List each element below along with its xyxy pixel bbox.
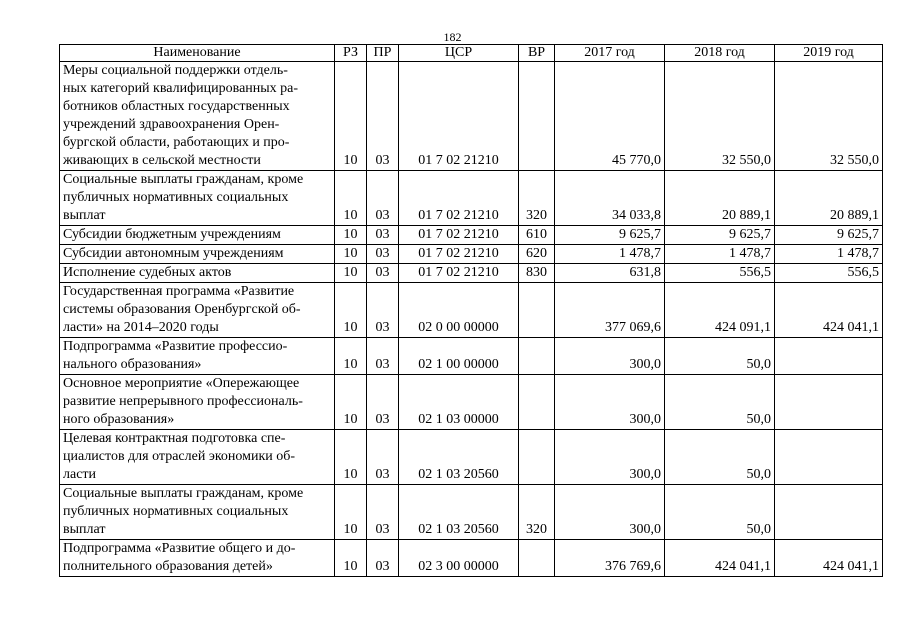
cell-pr: 03: [367, 375, 399, 430]
cell-name: [60, 540, 335, 577]
cell-2017: 300,0: [555, 485, 665, 540]
column-header-pr: ПР: [367, 45, 399, 62]
cell-pr: 03: [367, 171, 399, 226]
name-line: Меры социальной поддержки отдель-: [63, 63, 288, 78]
cell-csr: 02 0 00 00000: [399, 283, 519, 338]
cell-2019: 1 478,7: [775, 245, 883, 264]
column-header-rz: РЗ: [335, 45, 367, 62]
cell-2018: 1 478,7: [665, 245, 775, 264]
column-header-csr: ЦСР: [399, 45, 519, 62]
cell-name: [60, 245, 335, 264]
cell-2019: [775, 338, 883, 375]
name-line: ных категорий квалифицированных ра-: [63, 81, 299, 96]
cell-vr: 830: [519, 264, 555, 283]
cell-vr: 320: [519, 171, 555, 226]
cell-name: [60, 62, 335, 171]
name-line: нального образования»: [63, 357, 202, 372]
name-line: бургской области, работающих и про-: [63, 135, 290, 150]
column-header-2017: 2017 год: [555, 45, 665, 62]
cell-rz: 10: [335, 485, 367, 540]
cell-2017: 45 770,0: [555, 62, 665, 171]
cell-2018: 556,5: [665, 264, 775, 283]
column-header-vr: ВР: [519, 45, 555, 62]
cell-vr: [519, 283, 555, 338]
budget-table: [59, 44, 883, 577]
name-line: ласти» на 2014–2020 годы: [63, 320, 219, 335]
cell-pr: 03: [367, 283, 399, 338]
cell-vr: [519, 338, 555, 375]
cell-csr: 01 7 02 21210: [399, 245, 519, 264]
cell-pr: 03: [367, 338, 399, 375]
table-row: [60, 226, 883, 245]
column-header-2018: 2018 год: [665, 45, 775, 62]
name-line: публичных нормативных социальных: [63, 190, 289, 205]
cell-2019: 9 625,7: [775, 226, 883, 245]
name-line: Государственная программа «Развитие: [63, 284, 295, 299]
cell-name: [60, 283, 335, 338]
name-line: Основное мероприятие «Опережающее: [63, 376, 300, 391]
cell-rz: 10: [335, 283, 367, 338]
cell-2017: 300,0: [555, 375, 665, 430]
cell-2018: 50,0: [665, 485, 775, 540]
cell-2017: 300,0: [555, 430, 665, 485]
cell-vr: 610: [519, 226, 555, 245]
cell-csr: 02 3 00 00000: [399, 540, 519, 577]
cell-pr: 03: [367, 245, 399, 264]
cell-2019: 424 041,1: [775, 540, 883, 577]
name-line: Целевая контрактная подготовка спе-: [63, 431, 286, 446]
cell-vr: 620: [519, 245, 555, 264]
cell-name: [60, 171, 335, 226]
table-row: [60, 264, 883, 283]
page-number: 182: [443, 30, 462, 44]
table-row: [60, 283, 883, 338]
name-line: полнительного образования детей»: [63, 559, 273, 574]
cell-2018: 424 041,1: [665, 540, 775, 577]
name-line: выплат: [63, 522, 106, 537]
cell-pr: 03: [367, 540, 399, 577]
cell-2017: 376 769,6: [555, 540, 665, 577]
header-row: [60, 45, 883, 62]
name-line: ботников областных государственных: [63, 99, 290, 114]
cell-2018: 50,0: [665, 375, 775, 430]
name-line: Исполнение судебных актов: [63, 265, 232, 280]
name-line: ласти: [63, 467, 97, 482]
cell-vr: [519, 375, 555, 430]
cell-rz: 10: [335, 338, 367, 375]
cell-pr: 03: [367, 485, 399, 540]
name-line: Субсидии бюджетным учреждениям: [63, 227, 281, 242]
cell-rz: 10: [335, 245, 367, 264]
table-row: [60, 338, 883, 375]
cell-2017: 631,8: [555, 264, 665, 283]
cell-pr: 03: [367, 62, 399, 171]
name-line: системы образования Оренбургской об-: [63, 302, 301, 317]
cell-vr: [519, 62, 555, 171]
name-line: развитие непрерывного профессиональ-: [63, 394, 303, 409]
cell-rz: 10: [335, 264, 367, 283]
cell-pr: 03: [367, 264, 399, 283]
cell-rz: 10: [335, 171, 367, 226]
table-row: [60, 171, 883, 226]
name-line: Подпрограмма «Развитие общего и до-: [63, 541, 296, 556]
cell-rz: 10: [335, 540, 367, 577]
cell-2019: 20 889,1: [775, 171, 883, 226]
name-line: живающих в сельской местности: [63, 153, 261, 168]
table-row: [60, 540, 883, 577]
name-line: Субсидии автономным учреждениям: [63, 246, 284, 261]
cell-2019: [775, 430, 883, 485]
cell-csr: 01 7 02 21210: [399, 171, 519, 226]
column-header-name: Наименование: [60, 45, 335, 62]
name-line: выплат: [63, 208, 106, 223]
cell-vr: 320: [519, 485, 555, 540]
cell-rz: 10: [335, 375, 367, 430]
cell-name: [60, 375, 335, 430]
cell-2018: 424 091,1: [665, 283, 775, 338]
cell-pr: 03: [367, 226, 399, 245]
column-header-2019: 2019 год: [775, 45, 883, 62]
cell-name: [60, 264, 335, 283]
cell-2017: 34 033,8: [555, 171, 665, 226]
cell-2018: 32 550,0: [665, 62, 775, 171]
cell-csr: 02 1 03 20560: [399, 485, 519, 540]
name-line: Подпрограмма «Развитие профессио-: [63, 339, 288, 354]
table-row: [60, 375, 883, 430]
cell-csr: 02 1 00 00000: [399, 338, 519, 375]
cell-2018: 20 889,1: [665, 171, 775, 226]
cell-2019: [775, 485, 883, 540]
cell-csr: 02 1 03 20560: [399, 430, 519, 485]
cell-csr: 01 7 02 21210: [399, 62, 519, 171]
cell-vr: [519, 430, 555, 485]
name-line: ного образования»: [63, 412, 175, 427]
table-row: [60, 430, 883, 485]
cell-csr: 01 7 02 21210: [399, 226, 519, 245]
cell-2017: 1 478,7: [555, 245, 665, 264]
cell-2019: 556,5: [775, 264, 883, 283]
cell-2018: 50,0: [665, 430, 775, 485]
cell-2018: 9 625,7: [665, 226, 775, 245]
name-line: учреждений здравоохранения Орен-: [63, 117, 280, 132]
name-line: публичных нормативных социальных: [63, 504, 289, 519]
name-line: Социальные выплаты гражданам, кроме: [63, 486, 304, 501]
table-row: [60, 485, 883, 540]
cell-pr: 03: [367, 430, 399, 485]
cell-csr: 01 7 02 21210: [399, 264, 519, 283]
cell-vr: [519, 540, 555, 577]
cell-2018: 50,0: [665, 338, 775, 375]
cell-rz: 10: [335, 62, 367, 171]
cell-rz: 10: [335, 430, 367, 485]
cell-name: [60, 226, 335, 245]
name-line: циалистов для отраслей экономики об-: [63, 449, 296, 464]
cell-name: [60, 338, 335, 375]
cell-2017: 9 625,7: [555, 226, 665, 245]
cell-rz: 10: [335, 226, 367, 245]
cell-name: [60, 430, 335, 485]
table-row: [60, 62, 883, 171]
cell-name: [60, 485, 335, 540]
cell-2019: 424 041,1: [775, 283, 883, 338]
table-row: [60, 245, 883, 264]
cell-2017: 377 069,6: [555, 283, 665, 338]
name-line: Социальные выплаты гражданам, кроме: [63, 172, 304, 187]
cell-2019: 32 550,0: [775, 62, 883, 171]
cell-2019: [775, 375, 883, 430]
cell-csr: 02 1 03 00000: [399, 375, 519, 430]
cell-2017: 300,0: [555, 338, 665, 375]
